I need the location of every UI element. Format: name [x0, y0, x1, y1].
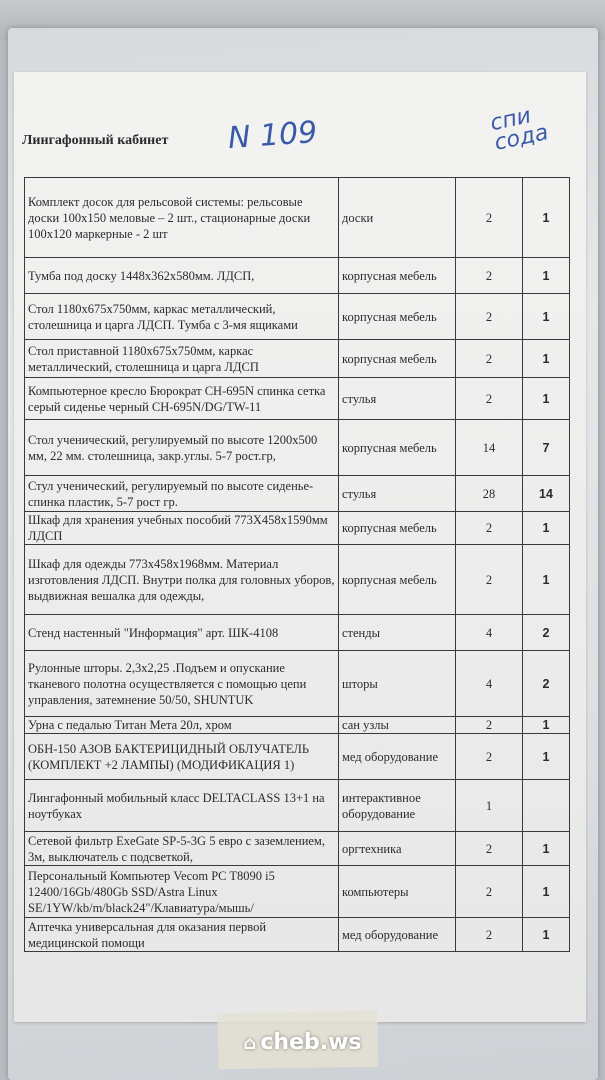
item-qty-cell: 2 [456, 512, 523, 545]
item-category-cell: корпусная мебель [339, 512, 456, 545]
item-category-cell: корпусная мебель [339, 545, 456, 615]
watermark-text: cheb.ws [260, 1030, 362, 1055]
item-qty-cell: 2 [456, 734, 523, 780]
item-category-cell: доски [339, 178, 456, 258]
item-name-cell: Компьютерное кресло Бюрократ CH-695N спинка сетка серый сиденье черный CH-695N/DG/TW-11 [25, 378, 339, 420]
table-row [25, 734, 570, 780]
table-row [25, 780, 570, 832]
table-row [25, 918, 570, 952]
item-qty-cell: 2 [456, 340, 523, 378]
item-name-cell: Шкаф для одежды 773х458х1968мм. Материал изготовления ЛДСП. Внутри полка для головных уборов, выдвижная вешалка для одежды, [25, 545, 339, 615]
item-qty2-cell: 2 [523, 651, 570, 717]
item-category-cell: стенды [339, 615, 456, 651]
table-row [25, 512, 570, 545]
item-name-cell: Тумба под доску 1448х362х580мм. ЛДСП, [25, 258, 339, 294]
item-qty2-cell: 1 [523, 866, 570, 918]
item-name-cell: Шкаф для хранения учебных пособий 773Х458х1590мм ЛДСП [25, 512, 339, 545]
table-row [25, 378, 570, 420]
item-qty2-cell: 1 [523, 512, 570, 545]
item-category-cell: стулья [339, 476, 456, 512]
item-name-cell: Стол 1180х675х750мм, каркас металлический, столешница и царга ЛДСП. Тумба с 3-мя ящиками [25, 294, 339, 340]
item-qty2-cell: 1 [523, 178, 570, 258]
item-category-cell: мед оборудование [339, 734, 456, 780]
watermark [0, 1030, 605, 1055]
table-row [25, 832, 570, 866]
item-qty2-cell: 1 [523, 734, 570, 780]
item-qty-cell: 2 [456, 717, 523, 734]
item-name-cell: Комплект досок для рельсовой системы: рельсовые доски 100х150 меловые – 2 шт., стационарные доски 100х120 маркерные - 2 шт [25, 178, 339, 258]
item-qty-cell: 28 [456, 476, 523, 512]
handwritten-column-note: спи сода [488, 103, 551, 156]
item-qty-cell: 4 [456, 651, 523, 717]
item-name-cell: ОБН-150 АЗОВ БАКТЕРИЦИДНЫЙ ОБЛУЧАТЕЛЬ (КОМПЛЕКТ +2 ЛАМПЫ) (МОДИФИКАЦИЯ 1) [25, 734, 339, 780]
item-qty2-cell: 1 [523, 717, 570, 734]
item-name-cell: Аптечка универсальная для оказания первой медицинской помощи [25, 918, 339, 952]
item-name-cell: Рулонные шторы. 2,3х2,25 .Подъем и опускание тканевого полотна осуществляется с помощью цепи управления, затемнение 50/50, SHUNTUK [25, 651, 339, 717]
item-category-cell: корпусная мебель [339, 258, 456, 294]
item-category-cell: сан узлы [339, 717, 456, 734]
item-qty-cell: 2 [456, 545, 523, 615]
item-qty-cell: 2 [456, 258, 523, 294]
item-category-cell: стулья [339, 378, 456, 420]
table-row [25, 294, 570, 340]
item-category-cell: интерактивное оборудование [339, 780, 456, 832]
item-qty2-cell: 1 [523, 340, 570, 378]
item-qty2-cell: 14 [523, 476, 570, 512]
item-qty2-cell: 1 [523, 294, 570, 340]
table-row [25, 340, 570, 378]
item-qty-cell: 2 [456, 294, 523, 340]
item-qty-cell: 2 [456, 832, 523, 866]
item-qty2-cell: 1 [523, 545, 570, 615]
item-qty2-cell: 1 [523, 918, 570, 952]
item-name-cell: Лингафонный мобильный класс DELTACLASS 13+1 на ноутбуках [25, 780, 339, 832]
home-icon: ⌂ [243, 1033, 257, 1054]
table-row [25, 651, 570, 717]
table-row [25, 615, 570, 651]
item-category-cell: корпусная мебель [339, 340, 456, 378]
item-qty-cell: 1 [456, 780, 523, 832]
table-row [25, 545, 570, 615]
item-qty2-cell [523, 780, 570, 832]
item-qty2-cell: 1 [523, 258, 570, 294]
item-category-cell: оргтехника [339, 832, 456, 866]
document-title: Лингафонный кабинет [22, 133, 169, 148]
item-qty2-cell: 7 [523, 420, 570, 476]
item-name-cell: Урна с педалью Титан Мета 20л, хром [25, 717, 339, 734]
item-name-cell: Сетевой фильтр ExeGate SP-5-3G 5 евро с заземлением, 3м, выключатель с подсветкой, [25, 832, 339, 866]
inventory-table [24, 177, 570, 952]
item-name-cell: Персональный Компьютер Vecom PC T8090 i5 12400/16Gb/480Gb SSD/Astra Linux SE/1YW/kb/m/black24"/Клавиатура/мышь/ [25, 866, 339, 918]
item-qty2-cell: 1 [523, 832, 570, 866]
item-qty2-cell: 1 [523, 378, 570, 420]
table-row [25, 866, 570, 918]
item-category-cell: шторы [339, 651, 456, 717]
item-name-cell: Стенд настенный "Информация" арт. ШК-4108 [25, 615, 339, 651]
item-category-cell: корпусная мебель [339, 420, 456, 476]
item-name-cell: Стул ученический, регулируемый по высоте сиденье-спинка пластик, 5-7 рост гр. [25, 476, 339, 512]
item-qty-cell: 2 [456, 378, 523, 420]
item-name-cell: Стол приставной 1180х675х750мм, каркас металлический, столешница и царга ЛДСП [25, 340, 339, 378]
table-row [25, 476, 570, 512]
item-qty-cell: 2 [456, 918, 523, 952]
table-row [25, 258, 570, 294]
item-qty-cell: 4 [456, 615, 523, 651]
item-category-cell: компьютеры [339, 866, 456, 918]
item-qty-cell: 2 [456, 178, 523, 258]
item-category-cell: корпусная мебель [339, 294, 456, 340]
table-row [25, 717, 570, 734]
item-name-cell: Стол ученический, регулируемый по высоте 1200х500 мм, 22 мм. столешница, закр.углы. 5-7 рост.гр, [25, 420, 339, 476]
table-row [25, 178, 570, 258]
table-row [25, 420, 570, 476]
handwritten-room-number: N 109 [226, 114, 319, 157]
item-qty-cell: 2 [456, 866, 523, 918]
item-qty2-cell: 2 [523, 615, 570, 651]
item-qty-cell: 14 [456, 420, 523, 476]
item-category-cell: мед оборудование [339, 918, 456, 952]
